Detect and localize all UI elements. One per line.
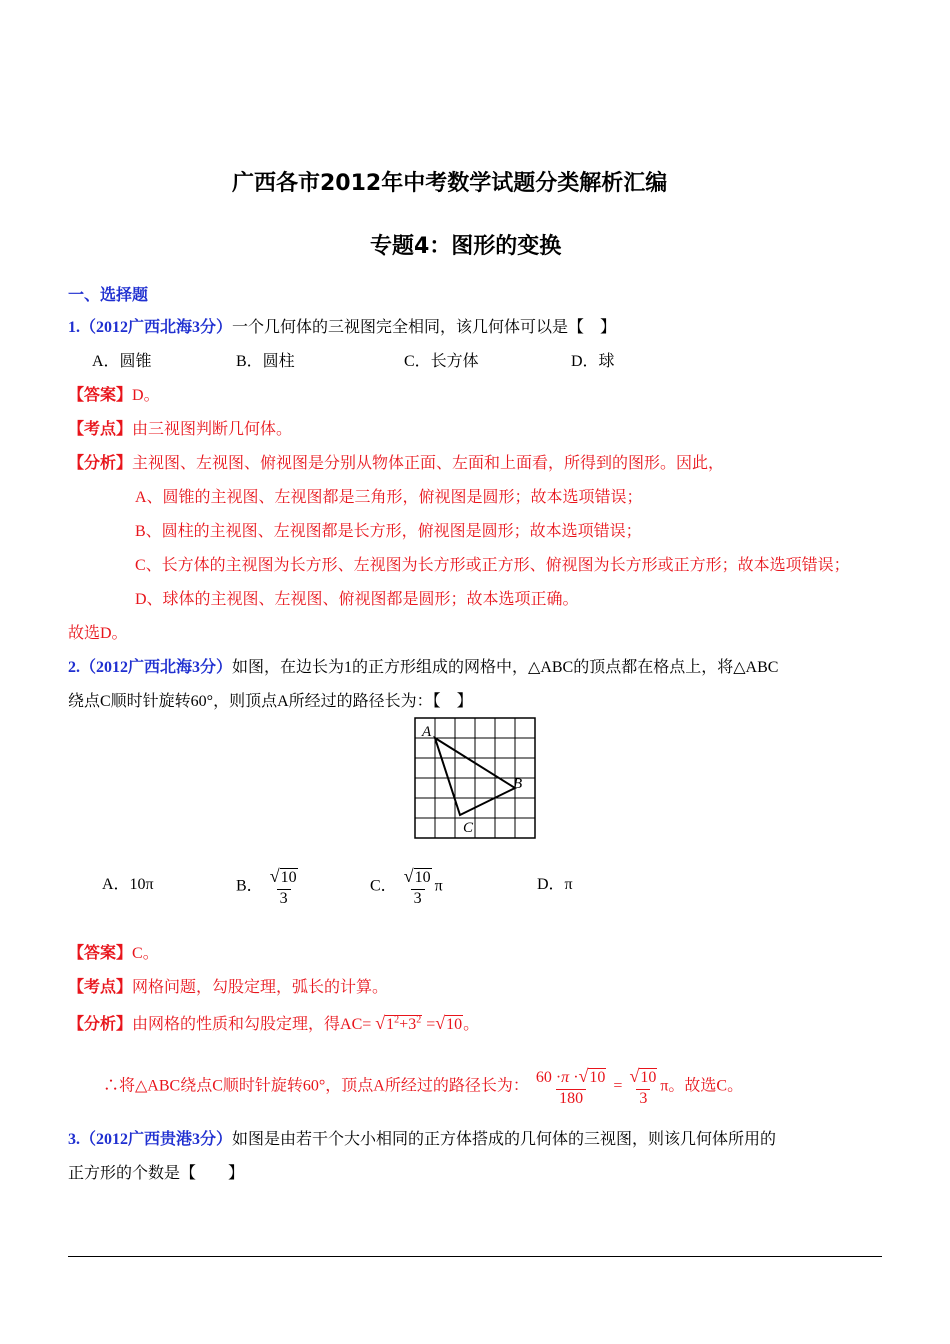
q1-answer-label: 【答案】	[68, 387, 133, 404]
question-1	[68, 314, 616, 337]
q2-point-text: 网格问题，勾股定理，弧长的计算。	[132, 979, 389, 996]
q1-analysis-label: 【分析】	[68, 455, 133, 472]
q2-option-c-fraction: $\frac{√10}{3}$	[403, 866, 431, 907]
q1-point	[68, 416, 292, 439]
question-3	[68, 1126, 776, 1149]
q2-point-label: 【考点】	[68, 979, 133, 996]
footer-divider	[68, 1256, 882, 1257]
q2-ac-equals: =	[426, 1016, 436, 1033]
q2-option-b-radicand: 10	[280, 869, 297, 886]
q1-point-label: 【考点】	[68, 421, 133, 438]
q1-analysis-line-b: B、圆柱的主视图、左视图都是长方形，俯视图是圆形；故本选项错误；	[135, 523, 642, 540]
question-2-text-2: 绕点C顺时针旋转60°，则顶点A所经过的路径长为：【 】	[68, 693, 473, 710]
question-1-text: 一个几何体的三视图完全相同，该几何体可以是【 】	[232, 319, 617, 336]
q2-answer-value: C。	[132, 945, 159, 962]
q1-option-d: D．球	[571, 353, 615, 370]
q1-analysis-line-a: A、圆锥的主视图、左视图都是三角形，俯视图是圆形；故本选项错误；	[135, 489, 643, 506]
q2-option-c-radicand: 10	[414, 869, 431, 886]
q2-analysis-line-2	[103, 1066, 743, 1108]
q2-line2-fraction: $\frac{60 \cdot\pi \cdot√10}{180}$	[535, 1066, 606, 1107]
question-2-text-1: 如图，在边长为1的正方形组成的网格中，△ABC的顶点都在格点上，将△ABC	[232, 659, 779, 676]
q1-option-b: B．圆柱	[236, 353, 295, 370]
q1-answer-value: D。	[132, 387, 160, 404]
q2-analysis-label: 【分析】	[68, 1016, 133, 1033]
q1-analysis-line-d: D、球体的主视图、左视图、俯视图都是圆形；故本选项正确。	[135, 591, 579, 608]
q1-point-text: 由三视图判断几何体。	[132, 421, 293, 438]
q2-option-c-suffix: π	[434, 877, 443, 895]
q1-analysis	[68, 450, 724, 473]
question-3-text-1: 如图是由若干个大小相同的正方体搭成的几何体的三视图，则该几何体所用的	[232, 1131, 777, 1148]
q1-analysis-line-c: C、长方体的主视图为长方形、左视图为长方形或正方形、俯视图为长方形或正方形；故本选项错误；	[135, 557, 850, 574]
question-3-number: 3.（2012广西贵港3分）	[68, 1131, 233, 1148]
question-3-text-2: 正方形的个数是【 】	[68, 1165, 245, 1182]
q2-analysis-text: 由网格的性质和勾股定理，得AC=	[132, 1016, 372, 1033]
q2-option-a: A．10π	[102, 876, 154, 893]
label-b: B	[513, 776, 523, 792]
page-subtitle: 专题4：图形的变换	[370, 234, 562, 259]
q2-answer	[68, 940, 159, 963]
q1-option-a: A．圆锥	[92, 353, 152, 370]
q2-option-b-denominator: 3	[277, 889, 291, 908]
q1-option-c: C．长方体	[404, 353, 479, 370]
q2-ac-sqrt: $√1^2+3^2$	[375, 1013, 422, 1033]
q2-option-b-prefix: B．	[236, 877, 263, 895]
q2-line2-suffix: π。故选C。	[660, 1077, 744, 1095]
q2-option-b-fraction: $\frac{√10}{3}$	[269, 866, 297, 907]
question-2-number: 2.（2012广西北海3分）	[68, 659, 233, 676]
q2-answer-label: 【答案】	[68, 945, 133, 962]
grid-figure	[405, 712, 545, 844]
q2-analysis: 【分析】由网格的性质和勾股定理，得$AC= √1^2+3^2 =√10$。	[68, 1013, 480, 1033]
q2-ac-result: √10	[435, 1013, 463, 1033]
question-2	[68, 654, 778, 677]
q2-option-c	[370, 866, 443, 908]
q2-line2-result-fraction: $\frac{√10}{3}$	[629, 1066, 657, 1107]
q2-option-b	[236, 866, 301, 908]
q1-answer	[68, 382, 160, 405]
label-c: C	[463, 820, 474, 836]
q2-line2-equals: =	[613, 1077, 623, 1095]
q2-line2-text: ∴将△ABC绕点C顺时针旋转60°，顶点A所经过的路径长为：	[103, 1077, 529, 1095]
q2-option-c-denominator: 3	[411, 889, 425, 908]
q2-point	[68, 974, 388, 997]
question-1-number: 1.（2012广西北海3分）	[68, 319, 233, 336]
q1-analysis-text: 主视图、左视图、俯视图是分别从物体正面、左面和上面看，所得到的图形。因此，	[132, 455, 725, 472]
q2-option-d: D．π	[537, 876, 573, 893]
q1-conclusion: 故选D。	[68, 625, 128, 642]
page-title: 广西各市2012年中考数学试题分类解析汇编	[232, 171, 668, 196]
section-heading: 一、选择题	[68, 287, 149, 304]
label-a: A	[422, 724, 432, 740]
q2-option-c-prefix: C．	[370, 877, 397, 895]
